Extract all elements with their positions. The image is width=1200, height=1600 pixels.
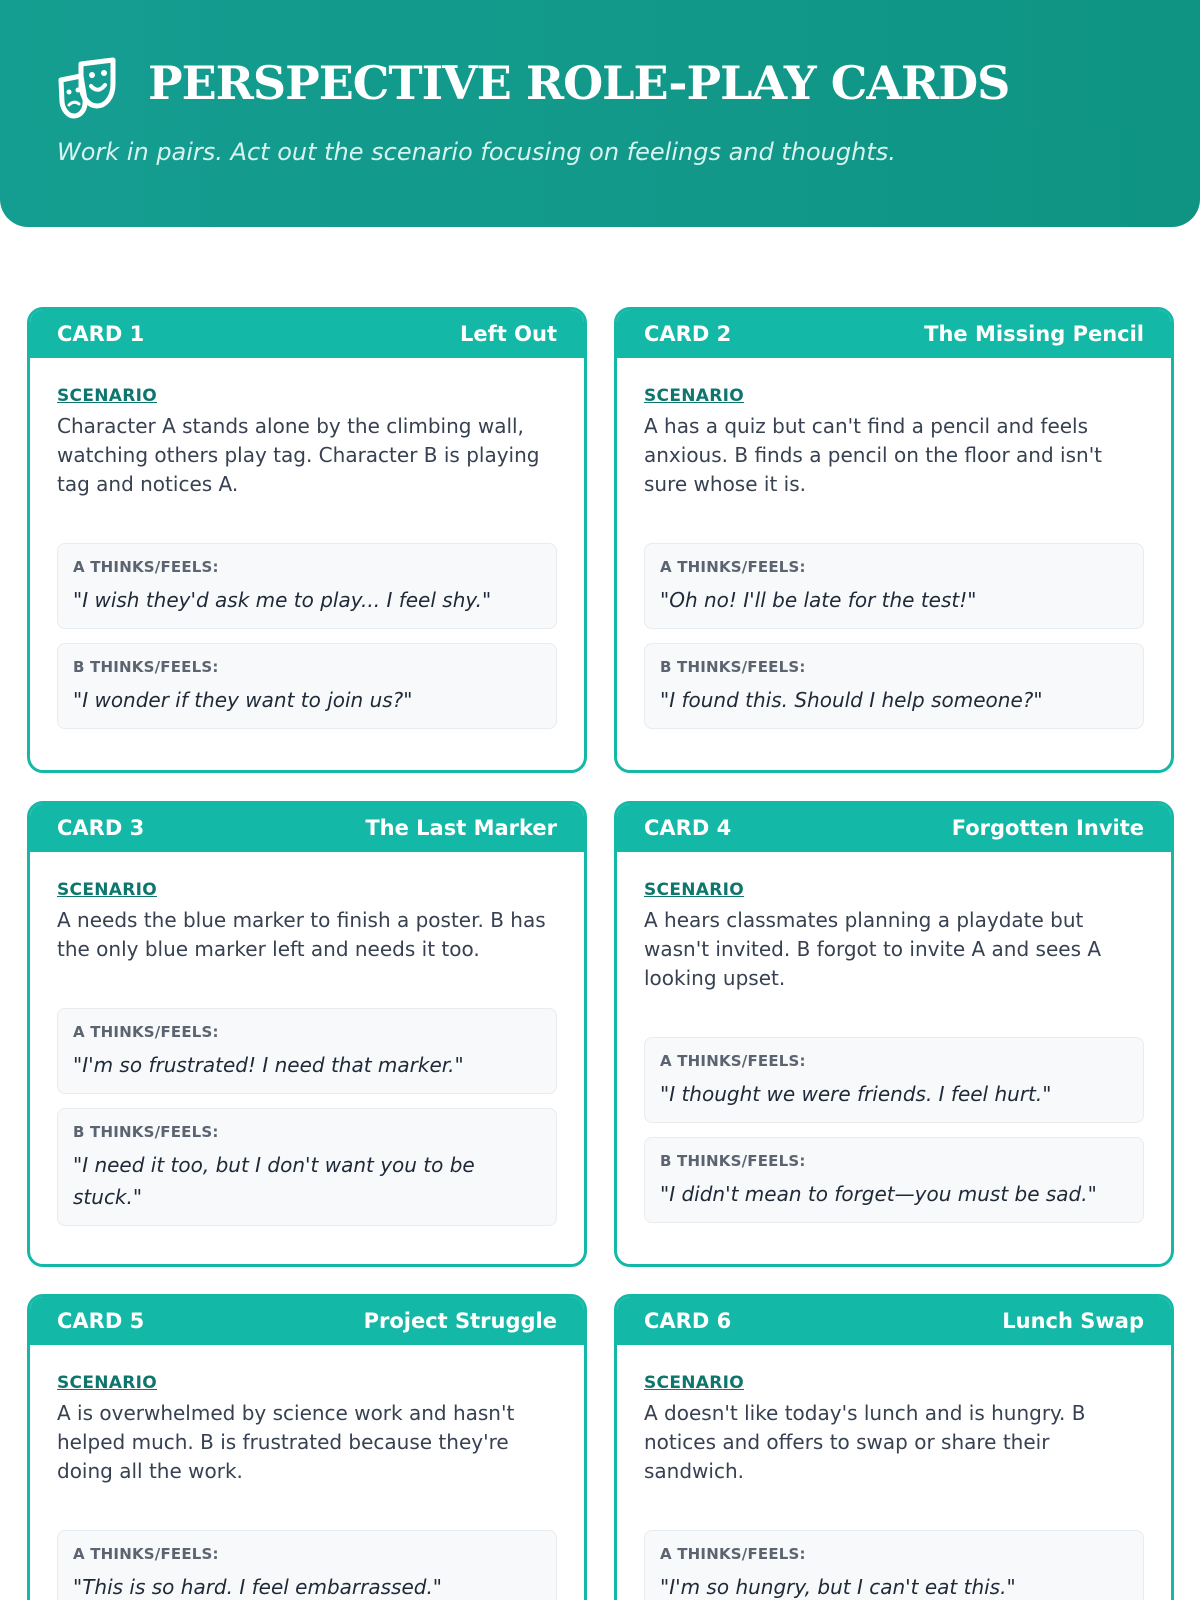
card-title: The Last Marker <box>365 816 557 840</box>
page-header <box>0 0 1200 227</box>
role-play-card <box>27 307 587 773</box>
a-thinks-box <box>57 543 557 629</box>
card-header <box>617 1297 1171 1345</box>
a-thinks-label: A THINKS/FEELS: <box>660 1545 806 1563</box>
a-thinks-quote: "I'm so frustrated! I need that marker." <box>73 1053 464 1077</box>
scenario-text: A needs the blue marker to finish a poster. B has the only blue marker left and needs it too. <box>57 908 546 961</box>
a-thinks-box <box>57 1530 557 1600</box>
page-title: PERSPECTIVE ROLE-PLAY CARDS <box>148 56 1010 110</box>
card-number: CARD 2 <box>644 322 732 346</box>
card-header <box>617 804 1171 852</box>
page-subtitle: Work in pairs. Act out the scenario focusing on feelings and thoughts. <box>57 138 896 166</box>
b-thinks-label: B THINKS/FEELS: <box>73 1123 219 1141</box>
b-thinks-quote: "I wonder if they want to join us?" <box>73 688 413 712</box>
card-header <box>30 804 584 852</box>
a-thinks-quote: "I thought we were friends. I feel hurt." <box>660 1082 1052 1106</box>
card-title: The Missing Pencil <box>924 322 1144 346</box>
role-play-card <box>614 307 1174 773</box>
b-thinks-quote: "I found this. Should I help someone?" <box>660 688 1043 712</box>
a-thinks-quote: "Oh no! I'll be late for the test!" <box>660 588 977 612</box>
a-thinks-label: A THINKS/FEELS: <box>660 558 806 576</box>
a-thinks-box <box>57 1008 557 1094</box>
b-thinks-label: B THINKS/FEELS: <box>73 658 219 676</box>
scenario-label: SCENARIO <box>644 1373 744 1393</box>
card-header <box>30 1297 584 1345</box>
scenario-label: SCENARIO <box>57 386 157 406</box>
role-play-card <box>614 801 1174 1267</box>
card-title: Left Out <box>460 322 557 346</box>
card-title: Project Struggle <box>363 1309 557 1333</box>
a-thinks-quote: "I wish they'd ask me to play... I feel shy." <box>73 588 492 612</box>
a-thinks-box <box>644 1037 1144 1123</box>
b-thinks-label: B THINKS/FEELS: <box>660 1152 806 1170</box>
theater-masks-icon <box>55 56 119 120</box>
card-number: CARD 1 <box>57 322 145 346</box>
card-number: CARD 3 <box>57 816 145 840</box>
card-title: Lunch Swap <box>1002 1309 1144 1333</box>
card-header <box>30 310 584 358</box>
a-thinks-label: A THINKS/FEELS: <box>660 1052 806 1070</box>
scenario-text: A is overwhelmed by science work and hasn't helped much. B is frustrated because they're doing all the work. <box>57 1401 515 1483</box>
scenario-text: Character A stands alone by the climbing wall, watching others play tag. Character B is playing tag and notices A. <box>57 414 540 496</box>
a-thinks-box <box>644 1530 1144 1600</box>
role-play-card <box>27 1294 587 1600</box>
role-play-card <box>27 801 587 1267</box>
card-number: CARD 5 <box>57 1309 145 1333</box>
a-thinks-label: A THINKS/FEELS: <box>73 1023 219 1041</box>
card-header <box>617 310 1171 358</box>
scenario-label: SCENARIO <box>644 386 744 406</box>
scenario-label: SCENARIO <box>57 1373 157 1393</box>
scenario-label: SCENARIO <box>57 880 157 900</box>
b-thinks-box <box>644 1137 1144 1223</box>
b-thinks-box <box>57 1108 557 1226</box>
scenario-label: SCENARIO <box>644 880 744 900</box>
a-thinks-quote: "This is so hard. I feel embarrassed." <box>73 1575 442 1599</box>
card-title: Forgotten Invite <box>951 816 1144 840</box>
b-thinks-quote: "I didn't mean to forget—you must be sad." <box>660 1182 1097 1206</box>
a-thinks-quote: "I'm so hungry, but I can't eat this." <box>660 1575 1016 1599</box>
scenario-text: A has a quiz but can't find a pencil and feels anxious. B finds a pencil on the floor and isn't sure whose it is. <box>644 414 1103 496</box>
b-thinks-box <box>644 643 1144 729</box>
b-thinks-box <box>57 643 557 729</box>
a-thinks-label: A THINKS/FEELS: <box>73 558 219 576</box>
card-number: CARD 4 <box>644 816 732 840</box>
b-thinks-quote: "I need it too, but I don't want you to be stuck." <box>73 1153 475 1209</box>
b-thinks-label: B THINKS/FEELS: <box>660 658 806 676</box>
a-thinks-box <box>644 543 1144 629</box>
a-thinks-label: A THINKS/FEELS: <box>73 1545 219 1563</box>
scenario-text: A doesn't like today's lunch and is hungry. B notices and offers to swap or share their sandwich. <box>644 1401 1086 1483</box>
role-play-card <box>614 1294 1174 1600</box>
scenario-text: A hears classmates planning a playdate but wasn't invited. B forgot to invite A and sees A looking upset. <box>644 908 1102 990</box>
card-number: CARD 6 <box>644 1309 732 1333</box>
